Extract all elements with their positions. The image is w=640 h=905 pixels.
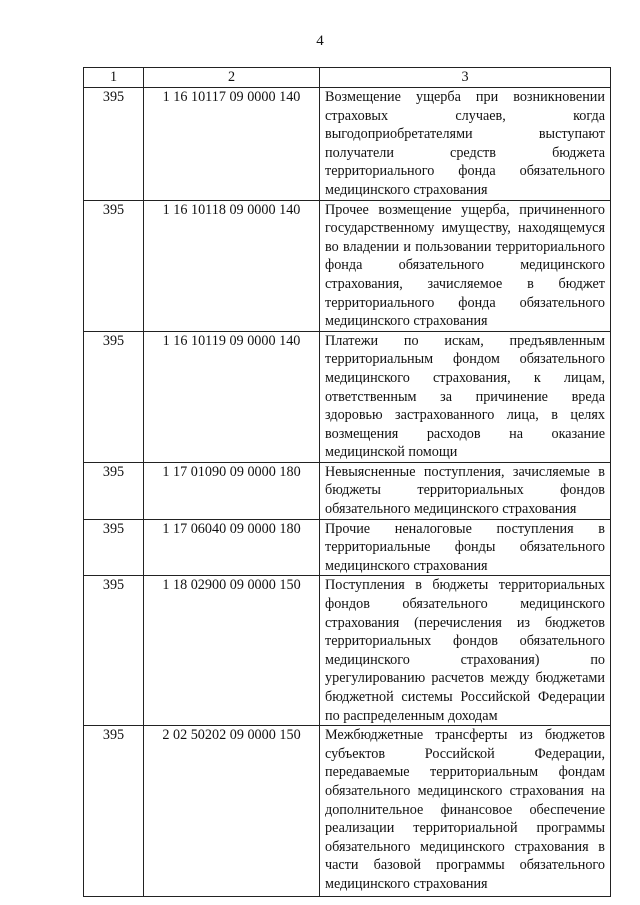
- table-header-row: [84, 68, 611, 88]
- admin-code-cell: 395: [84, 519, 144, 576]
- revenue-code-cell: 1 16 10118 09 0000 140: [144, 200, 320, 331]
- revenue-name-cell: Платежи по искам, предъявленным территориальным фондом обязательного медицинского страхования, к лицам, ответственным за причинение вреда здоровью застрахованного лица, в целях возмещения расходов на оказание медицинской помощи: [320, 331, 611, 462]
- revenue-name-cell: Прочие неналоговые поступления в территориальные фонды обязательного медицинского страхования: [320, 519, 611, 576]
- admin-code-cell: 395: [84, 576, 144, 726]
- revenue-name-cell: Невыясненные поступления, зачисляемые в бюджеты территориальных фондов обязательного медицинского страхования: [320, 462, 611, 519]
- revenue-codes-table: [83, 67, 611, 897]
- column-header-3: 3: [320, 68, 611, 88]
- revenue-name-cell: Поступления в бюджеты территориальных фондов обязательного медицинского страхования (перечисления из бюджетов территориальных фондов обязательного медицинского страхования) по урегулированию расчетов между бюджетами бюджетной системы Российской Федерации по распределенным доходам: [320, 576, 611, 726]
- revenue-name-cell: Возмещение ущерба при возникновении страховых случаев, когда выгодоприобретателями выступают получатели средств бюджета территориального фонда обязательного медицинского страхования: [320, 88, 611, 201]
- revenue-code-cell: 2 02 50202 09 0000 150: [144, 726, 320, 897]
- admin-code-cell: 395: [84, 462, 144, 519]
- table-row: [84, 576, 611, 726]
- page-number: 4: [316, 33, 324, 49]
- column-header-2: 2: [144, 68, 320, 88]
- table-row: [84, 462, 611, 519]
- table-row: [84, 726, 611, 897]
- revenue-name-cell: Прочее возмещение ущерба, причиненного государственному имуществу, находящемуся во владении и пользовании территориального фонда обязательного медицинского страхования, зачисляемое в бюджет территориального фонда обязательного медицинского страхования: [320, 200, 611, 331]
- admin-code-cell: 395: [84, 331, 144, 462]
- revenue-code-cell: 1 17 01090 09 0000 180: [144, 462, 320, 519]
- revenue-code-cell: 1 16 10117 09 0000 140: [144, 88, 320, 201]
- admin-code-cell: 395: [84, 88, 144, 201]
- table-row: [84, 519, 611, 576]
- revenue-name-cell: Межбюджетные трансферты из бюджетов субъектов Российской Федерации, передаваемые территориальным фондам обязательного медицинского страхования на дополнительное финансовое обеспечение реализации территориальной программы обязательного медицинского страхования в части базовой программы обязательного медицинского страхования: [320, 726, 611, 897]
- admin-code-cell: 395: [84, 726, 144, 897]
- revenue-code-cell: 1 18 02900 09 0000 150: [144, 576, 320, 726]
- table-row: [84, 200, 611, 331]
- revenue-code-cell: 1 17 06040 09 0000 180: [144, 519, 320, 576]
- table-row: [84, 88, 611, 201]
- table-row: [84, 331, 611, 462]
- column-header-1: 1: [84, 68, 144, 88]
- revenue-code-cell: 1 16 10119 09 0000 140: [144, 331, 320, 462]
- admin-code-cell: 395: [84, 200, 144, 331]
